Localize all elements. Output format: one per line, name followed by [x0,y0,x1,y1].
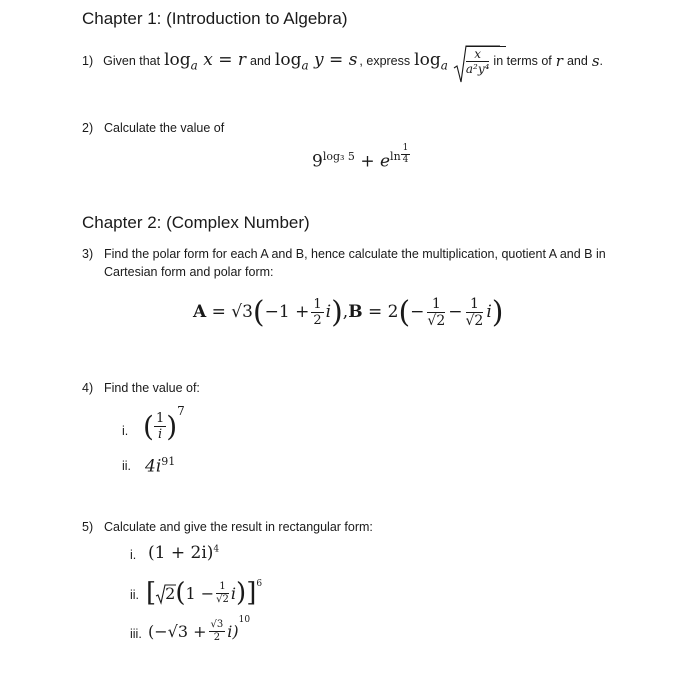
q1-log-x: $\log_a x = r$ [164,49,247,73]
q1-rad-den: a²y⁴ [465,61,490,76]
q1-r: r [555,52,563,70]
q5-number: 5) [82,520,94,534]
q1-radical [454,48,490,75]
q2-expression: $9^{log_3 5} + e^{ln \frac{1}{4}}$ [312,143,409,172]
q4-ii-label: ii. [122,459,132,473]
q4-i-label: i. [122,424,129,438]
q2-number: 2) [82,121,94,135]
q1-and2: and [566,54,588,68]
q3-line1: Find the polar form for each A and B, hence calculate the multiplication, quotient A and B in [104,247,606,261]
q4-ii-expr: $4i^{91}$ [145,455,176,477]
q5-iii-expr: (−√3 + $\frac{√3}{2}$ i) $^{10}$ [148,615,251,643]
q1-rad-num: x [466,48,490,62]
q5-text: Calculate and give the result in rectangular form: [104,520,373,534]
q1-number: 1) [82,54,94,68]
q5-ii-expr: [ 2 ( 1 − $\frac{1}{√2}$ i ) ] $^6$ [146,578,263,608]
q1-s: s [591,52,600,70]
q4-number: 4) [82,381,94,395]
q3-line2: Cartesian form and polar form: [104,265,274,279]
q5-i-label: i. [130,548,137,562]
q1-log-y: $\log_a y = s$ [274,49,358,73]
q4-text: Find the value of: [104,381,200,395]
q1-and: and [250,54,271,68]
radical-sign-icon [156,584,165,604]
q2-text: Calculate the value of [104,121,225,135]
q1-in-terms: in terms of [493,54,552,68]
q3-number: 3) [82,247,94,261]
q1-log-radical: $\log_a$ [414,49,448,73]
q3-expression: A = √3 ( −1 + $\frac{1}{2}$ i ) , B = 2 ( − $\frac{1}{√2}$ − $\frac{1}{√2}$ i ) [193,294,504,330]
q1-express: , express [359,54,411,68]
q5-ii-label: ii. [130,588,140,602]
question-1: 1) Given that $\log_a x = r$ and $\log_a y = s$ , express $\log_a$ $\frac{x}{\text{a²y⁴}}$ in terms of r and s . [82,41,603,81]
radical-sign-icon [454,46,466,84]
chapter2-title: Chapter 2: (Complex Number) [82,213,310,232]
q5-iii-label: iii. [130,627,142,641]
q5-i-expr: $(1 + 2i)^4$ [148,543,220,563]
chapter1-title: Chapter 1: (Introduction to Algebra) [82,9,348,28]
q4-i-expr: ( $\frac{1}{i}$ ) $^7$ [143,404,185,443]
q1-given: Given that [103,54,161,68]
